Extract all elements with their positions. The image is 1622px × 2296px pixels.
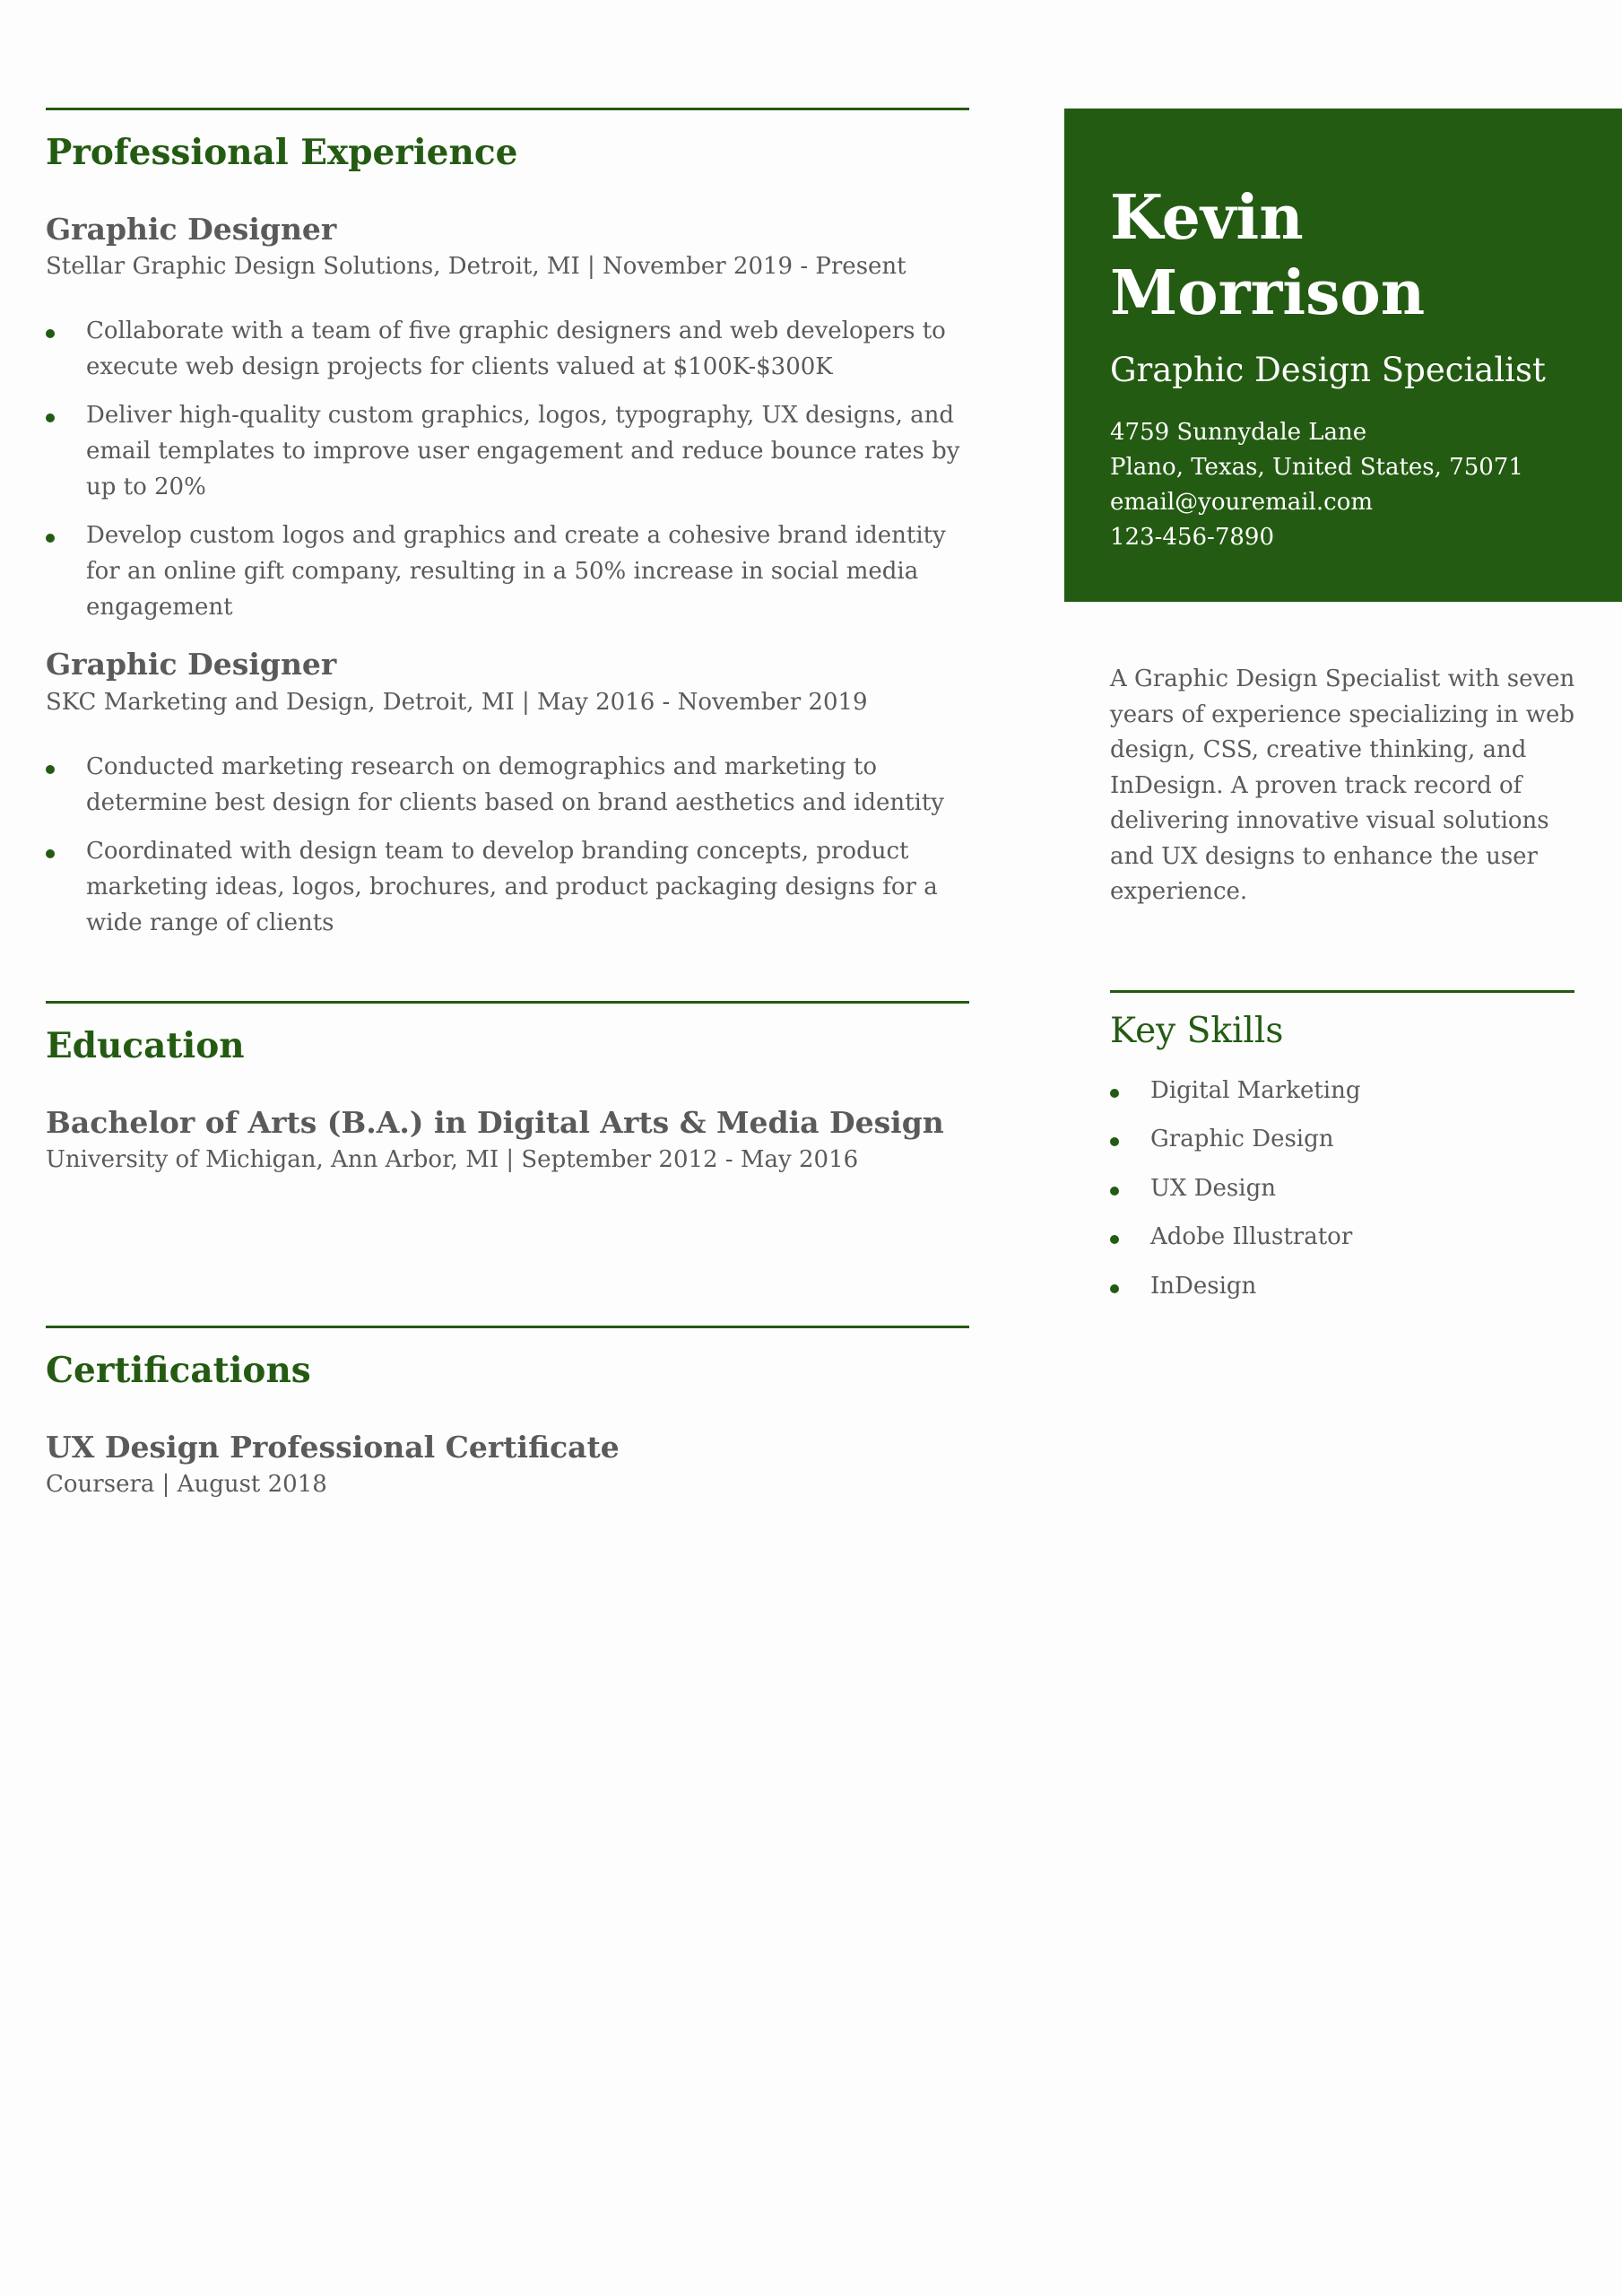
job-title: Graphic Designer bbox=[46, 211, 337, 247]
bullet-item: Develop custom logos and graphics and create a cohesive brand identity for an online gift company, resulting in a 50% increase in social media engagement bbox=[46, 517, 969, 625]
degree-title: Bachelor of Arts (B.A.) in Digital Arts & Media Design bbox=[46, 1104, 944, 1140]
bullet-item: Collaborate with a team of five graphic designers and web developers to execute web design projects for clients valued at $100K-$300K bbox=[46, 313, 969, 385]
main-column bbox=[46, 108, 969, 1499]
bullet-dot-icon bbox=[1110, 1089, 1119, 1098]
city-line: Plano, Texas, United States, 75071 bbox=[1110, 454, 1523, 482]
skill-item: UX Design bbox=[1110, 1170, 1574, 1206]
job-meta: Stellar Graphic Design Solutions, Detroit, MI | November 2019 - Present bbox=[46, 253, 906, 281]
section-divider bbox=[46, 108, 969, 110]
bullet-dot-icon bbox=[46, 329, 55, 338]
name-header-panel bbox=[1064, 109, 1622, 602]
bullet-dot-icon bbox=[1110, 1235, 1119, 1244]
bullet-dot-icon bbox=[1110, 1137, 1119, 1146]
experience-section bbox=[46, 108, 969, 941]
email-text: email@youremail.com bbox=[1110, 489, 1373, 517]
bullet-dot-icon bbox=[46, 413, 55, 422]
section-divider bbox=[46, 1001, 969, 1004]
job-meta: SKC Marketing and Design, Detroit, MI | May 2016 - November 2019 bbox=[46, 688, 868, 716]
skills-heading: Key Skills bbox=[1110, 1011, 1284, 1051]
skill-item: Digital Marketing bbox=[1110, 1073, 1574, 1109]
contact-info bbox=[1110, 415, 1586, 555]
bullet-dot-icon bbox=[1110, 1187, 1119, 1196]
certifications-heading: Certifications bbox=[46, 1350, 311, 1391]
bullet-dot-icon bbox=[46, 849, 55, 858]
bullet-dot-icon bbox=[46, 534, 55, 543]
job-entry bbox=[46, 647, 969, 940]
profile-summary: A Graphic Design Specialist with seven years of experience specializing in web design, CSS, creative thinking, and InDesign. A proven track record of delivering innovative visual solutions and UX designs to enhance the user experience. bbox=[1110, 665, 1575, 905]
bullet-item: Conducted marketing research on demographics and marketing to determine best design for clients based on brand aesthetics and identity bbox=[46, 749, 969, 821]
phone-text: 123-456-7890 bbox=[1110, 524, 1274, 552]
section-divider bbox=[1110, 990, 1574, 993]
skill-item: Adobe Illustrator bbox=[1110, 1219, 1574, 1255]
bullet-dot-icon bbox=[1110, 1284, 1119, 1293]
bullet-dot-icon bbox=[46, 765, 55, 774]
education-meta: University of Michigan, Ann Arbor, MI | September 2012 - May 2016 bbox=[46, 1146, 859, 1174]
skills-list bbox=[1110, 1073, 1574, 1304]
certifications-section bbox=[46, 1326, 969, 1500]
job-title: Graphic Designer bbox=[46, 647, 337, 683]
experience-heading: Professional Experience bbox=[46, 132, 518, 173]
certificate-meta: Coursera | August 2018 bbox=[46, 1471, 327, 1499]
address-line: 4759 Sunnydale Lane bbox=[1110, 419, 1367, 447]
education-section bbox=[46, 1001, 969, 1176]
education-heading: Education bbox=[46, 1025, 245, 1066]
job-bullets bbox=[46, 313, 969, 625]
bullet-item: Coordinated with design team to develop branding concepts, product marketing ideas, logos, brochures, and product packaging designs for a wide range of clients bbox=[46, 833, 969, 941]
skill-item: Graphic Design bbox=[1110, 1121, 1574, 1157]
skills-section bbox=[1110, 990, 1574, 1317]
job-bullets bbox=[46, 749, 969, 941]
job-entry bbox=[46, 212, 969, 625]
skill-item: InDesign bbox=[1110, 1268, 1574, 1304]
section-divider bbox=[46, 1326, 969, 1328]
candidate-name: Kevin Morrison bbox=[1110, 182, 1426, 329]
certificate-title: UX Design Professional Certificate bbox=[46, 1429, 620, 1465]
bullet-item: Deliver high-quality custom graphics, logos, typography, UX designs, and email templates to improve user engagement and reduce bounce rates by up to 20% bbox=[46, 397, 969, 505]
candidate-role: Graphic Design Specialist bbox=[1110, 351, 1546, 389]
